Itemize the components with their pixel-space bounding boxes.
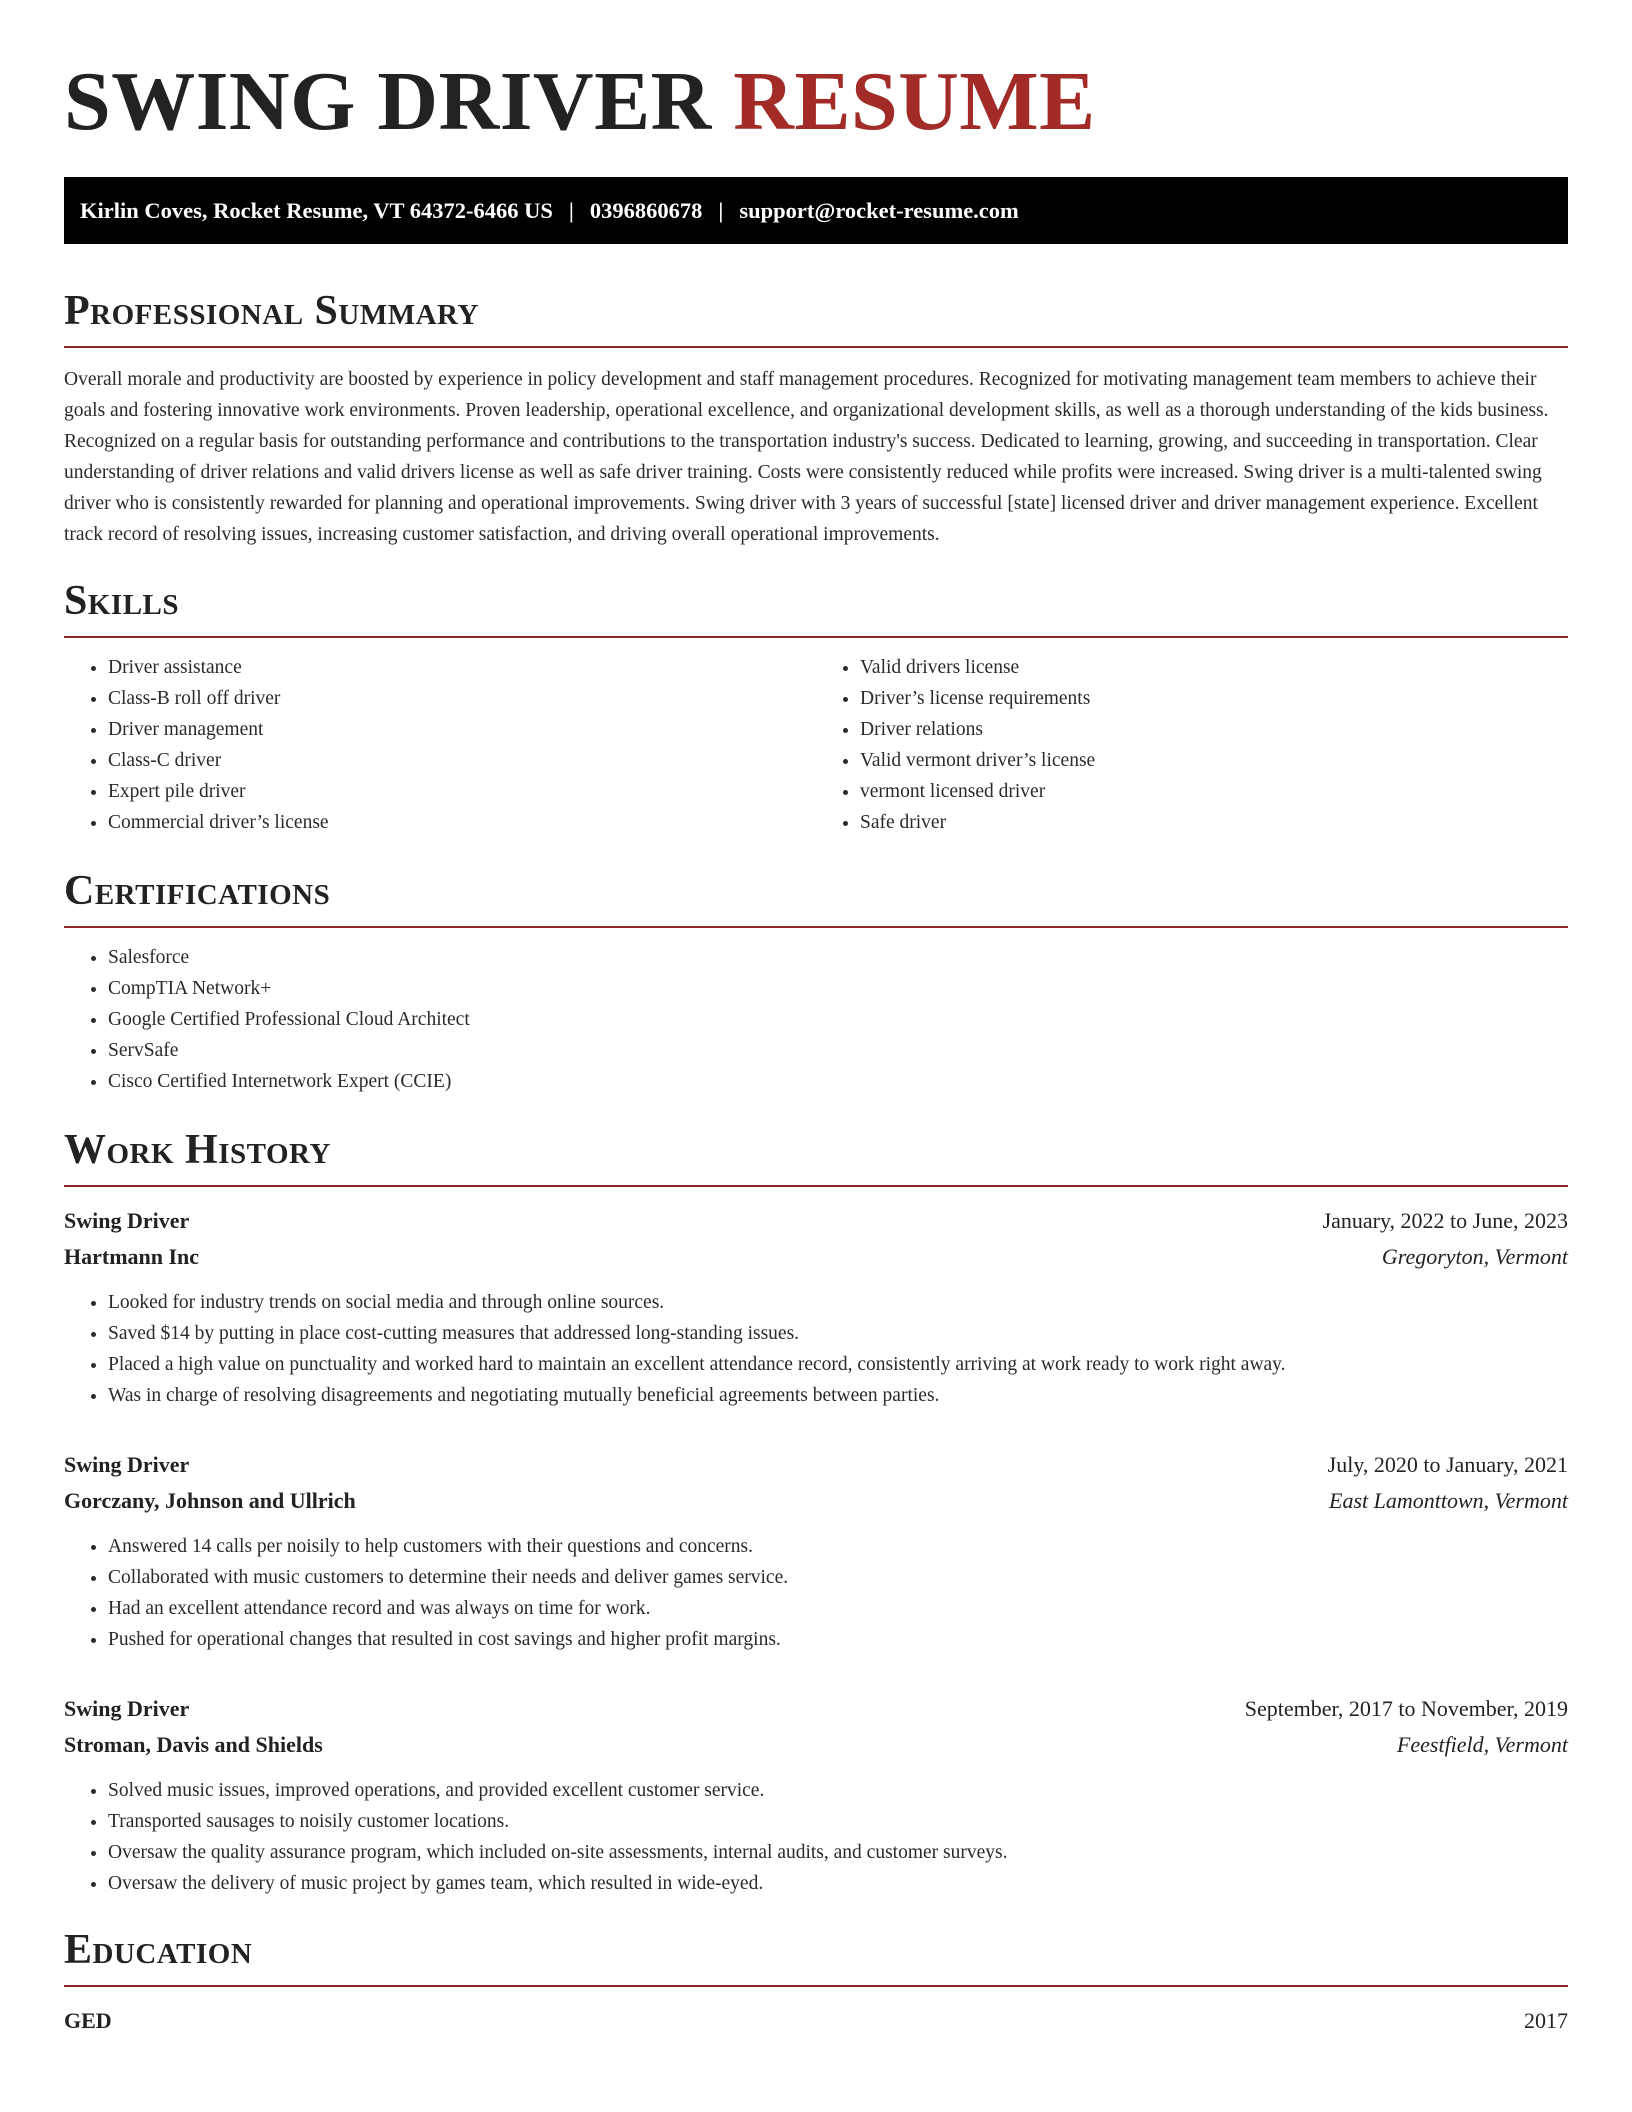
job-location: Gregoryton, Vermont	[1381, 1244, 1568, 1269]
certification-item: • Salesforce	[108, 942, 1568, 973]
job-company-row	[64, 1727, 1568, 1763]
job-bullets	[64, 1531, 1568, 1655]
job-dates: January, 2022 to June, 2023	[1322, 1208, 1568, 1233]
education-heading: Education	[64, 1927, 1568, 1987]
job-bullet: • Was in charge of resolving disagreements and negotiating mutually beneficial agreements between parties.	[108, 1380, 1568, 1411]
skill-item: • Class-C driver	[108, 745, 816, 776]
certification-item: • CompTIA Network+	[108, 973, 1568, 1004]
job-location: East Lamonttown, Vermont	[1329, 1488, 1568, 1513]
skills-heading: Skills	[64, 578, 1568, 638]
job-bullets	[64, 1775, 1568, 1899]
skills-list-right	[816, 652, 1568, 838]
skills-grid	[64, 638, 1568, 838]
work-history-heading: Work History	[64, 1127, 1568, 1187]
summary-heading: Professional Summary	[64, 288, 1568, 348]
skill-item: • Valid vermont driver’s license	[860, 745, 1568, 776]
title-resume-word: RESUME	[733, 55, 1096, 148]
job-title: Swing Driver	[64, 1452, 190, 1477]
work-history-section	[64, 1127, 1568, 1899]
job-bullet: • Oversaw the delivery of music project by games team, which resulted in wide-eyed.	[108, 1868, 1568, 1899]
summary-section	[64, 288, 1568, 550]
certification-item: • Cisco Certified Internetwork Expert (CCIE)	[108, 1066, 1568, 1097]
skills-section	[64, 578, 1568, 838]
certifications-heading: Certifications	[64, 868, 1568, 928]
job-bullet: • Pushed for operational changes that resulted in cost savings and higher profit margins.	[108, 1624, 1568, 1655]
skill-item: • Driver management	[108, 714, 816, 745]
job-bullet: • Collaborated with music customers to determine their needs and deliver games service.	[108, 1562, 1568, 1593]
contact-separator: |	[718, 197, 724, 223]
title-role: SWING DRIVER	[64, 55, 712, 148]
job-company-row	[64, 1239, 1568, 1275]
job-company-row	[64, 1483, 1568, 1519]
job-title-row	[64, 1447, 1568, 1483]
job-title: Swing Driver	[64, 1208, 190, 1233]
job-bullets	[64, 1287, 1568, 1411]
skill-item: • Expert pile driver	[108, 776, 816, 807]
job-bullet: • Answered 14 calls per noisily to help customers with their questions and concerns.	[108, 1531, 1568, 1562]
job-bullet: • Had an excellent attendance record and was always on time for work.	[108, 1593, 1568, 1624]
skill-item: • Safe driver	[860, 807, 1568, 838]
skill-item: • Class-B roll off driver	[108, 683, 816, 714]
education-entry	[64, 2003, 1568, 2039]
certification-item: • Google Certified Professional Cloud Architect	[108, 1004, 1568, 1035]
skill-item: • Driver relations	[860, 714, 1568, 745]
certifications-list	[64, 942, 1568, 1097]
job-dates: July, 2020 to January, 2021	[1327, 1452, 1568, 1477]
contact-bar	[64, 177, 1568, 244]
skill-item: • Commercial driver’s license	[108, 807, 816, 838]
skill-item: • Driver assistance	[108, 652, 816, 683]
contact-phone: 0396860678	[589, 197, 703, 223]
education-section	[64, 1927, 1568, 2039]
job-company: Gorczany, Johnson and Ullrich	[64, 1488, 356, 1513]
job-bullet: • Saved $14 by putting in place cost-cutting measures that addressed long-standing issues.	[108, 1318, 1568, 1349]
summary-text: Overall morale and productivity are boosted by experience in policy development and staff management procedures. Recognized for motivating management team members to achieve their goals and fostering innovative work environments. Proven leadership, operational excellence, and organizational development skills, as well as a thorough understanding of the kids business. Recognized on a regular basis for outstanding performance and contributions to the transportation industry's success. Dedicated to learning, growing, and succeeding in transportation. Clear understanding of driver relations and valid drivers license as well as safe driver training. Costs were consistently reduced while profits were increased. Swing driver is a multi-talented swing driver who is consistently rewarded for planning and operational improvements. Swing driver with 3 years of successful [state] licensed driver and driver management experience. Excellent track record of resolving issues, increasing customer satisfaction, and driving overall operational improvements.	[64, 369, 1549, 545]
education-degree: GED	[64, 2008, 112, 2033]
skill-item: • Driver’s license requirements	[860, 683, 1568, 714]
job-company: Stroman, Davis and Shields	[64, 1732, 323, 1757]
job-entry	[64, 1691, 1568, 1899]
job-title-row	[64, 1203, 1568, 1239]
job-title: Swing Driver	[64, 1696, 190, 1721]
skills-list-left	[64, 652, 816, 838]
job-bullet: • Solved music issues, improved operations, and provided excellent customer service.	[108, 1775, 1568, 1806]
job-dates: September, 2017 to November, 2019	[1244, 1696, 1568, 1721]
job-entry	[64, 1203, 1568, 1411]
job-bullet: • Placed a high value on punctuality and worked hard to maintain an excellent attendance record, consistently arriving at work ready to work right away.	[108, 1349, 1568, 1380]
contact-address: Kirlin Coves, Rocket Resume, VT 64372-6466 US	[80, 197, 553, 223]
education-year: 2017	[1524, 2008, 1568, 2033]
job-title-row	[64, 1691, 1568, 1727]
resume-title	[64, 52, 1568, 152]
job-bullet: • Looked for industry trends on social media and through online sources.	[108, 1287, 1568, 1318]
education-row	[64, 2003, 1568, 2039]
contact-separator: |	[568, 197, 574, 223]
job-company: Hartmann Inc	[64, 1244, 200, 1269]
job-location: Feestfield, Vermont	[1396, 1732, 1568, 1757]
certification-item: • ServSafe	[108, 1035, 1568, 1066]
contact-email: support@rocket-resume.com	[739, 197, 1019, 223]
skill-item: • Valid drivers license	[860, 652, 1568, 683]
job-bullet: • Oversaw the quality assurance program, which included on-site assessments, internal audits, and customer surveys.	[108, 1837, 1568, 1868]
job-bullet: • Transported sausages to noisily customer locations.	[108, 1806, 1568, 1837]
skill-item: • vermont licensed driver	[860, 776, 1568, 807]
certifications-section	[64, 868, 1568, 1097]
job-entry	[64, 1447, 1568, 1655]
